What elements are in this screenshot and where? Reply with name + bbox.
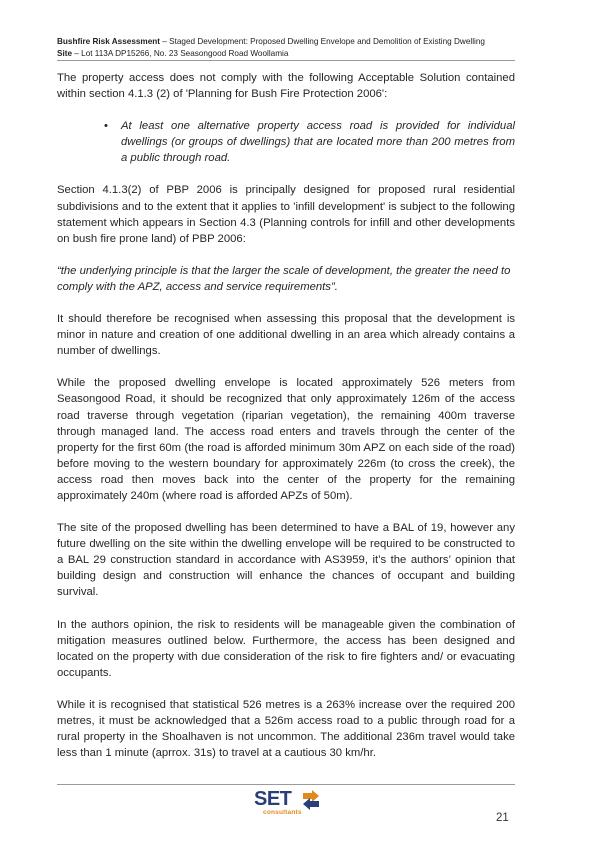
paragraph-risk-opinion: In the authors opinion, the risk to residents will be manageable given the combination of mitigation measures outlined below. Furthermore, the access has been designed and located on the property with due consideration of the risk to fire fighters and/ or evacuating occupants.	[57, 618, 515, 679]
page-number: 21	[496, 812, 509, 824]
header-divider	[57, 60, 515, 61]
arrows-icon	[301, 790, 321, 810]
paragraph-access-road-route: While the proposed dwelling envelope is located approximately 526 meters from Seasongood Road, it should be recognized that only approximately 126m of the access road traverse through vegetation (riparian vegetation), the remaining 400m traverse through managed land. The access road enters and travels through the center of the property for the first 60m (the road is afforded minimum 30m APZ on each side of the road) before moving to the western boundary for approximately 226m (to cross the creek), the access road then moves back into the center of the property for the remaining approximately 240m (where road is afforded APZs of 50m).	[57, 377, 515, 502]
list-item-text: At least one alternative property access road is provided for individual dwellings (or groups of dwellings) that are located more than 200 metres from a public through road.	[121, 120, 515, 165]
paragraph-access-noncompliance: The property access does not comply with the following Acceptable Solution contained within section 4.1.3 (2) of 'Planning for Bush Fire Protection 2006':	[57, 72, 515, 101]
logo-wordmark: SET	[254, 788, 292, 810]
logo-subtitle: consultants	[263, 809, 302, 816]
footer-divider	[57, 784, 515, 785]
acceptable-solution-list	[57, 118, 515, 166]
paragraph-pbp-section: Section 4.1.3(2) of PBP 2006 is principally designed for proposed rural residential subdivisions and to the extent that it applies to 'infill development' is subject to the following statement which appears in Section 4.3 (Planning controls for infill and other developments on bush fire prone land) of PBP 2006:	[57, 184, 515, 245]
header-line-2	[57, 48, 527, 60]
paragraph-minor-development: It should therefore be recognised when assessing this proposal that the development is minor in nature and creation of one additional dwelling in an area which already contains a number of dwellings.	[57, 313, 515, 358]
page-body	[57, 70, 515, 777]
header-site-value: – Lot 113A DP15266, No. 23 Seasongood Road Woollamia	[72, 49, 289, 58]
header-report-subtitle: – Staged Development: Proposed Dwelling Envelope and Demolition of Existing Dwelling	[160, 37, 485, 46]
paragraph-distance-comparison: While it is recognised that statistical 526 metres is a 263% increase over the required 200 metres, it must be acknowledged that a 526m access road to a public through road for a rural property in the Shoalhaven is not uncommon. The additional 236m travel would take less than 1 minute (aprrox. 31s) to travel at a cautious 30 km/hr.	[57, 698, 515, 760]
paragraph-bal-rating: The site of the proposed dwelling has been determined to have a BAL of 19, however any future dwelling on the site within the dwelling envelope will be required to be constructed to a BAL 29 construction standard in accordance with AS3959, it’s the authors’ opinion that building design and construction will enhance the chances of occupant and building survival.	[57, 522, 515, 599]
header-line-1	[57, 36, 527, 48]
set-consultants-logo	[250, 788, 330, 822]
quoted-principle: “the underlying principle is that the larger the scale of development, the greater the need to comply with the APZ, access and service requirements”.	[57, 264, 511, 293]
list-item	[57, 118, 515, 166]
running-header	[57, 36, 527, 60]
header-report-title: Bushfire Risk Assessment	[57, 37, 160, 46]
header-site-label: Site	[57, 49, 73, 58]
bullet-marker: •	[104, 120, 108, 133]
